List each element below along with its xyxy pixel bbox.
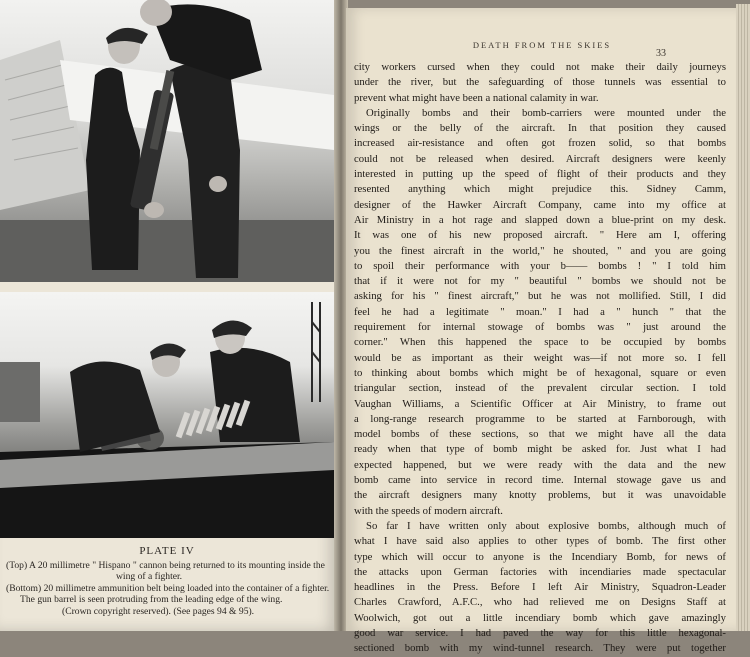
- photo-bottom-illustration: [0, 292, 334, 538]
- text-line: So far I have written only about explosive bombs, although much of: [366, 519, 726, 532]
- text-line: sectioned bomb with my wind-tunnel research. They were put together: [354, 642, 726, 655]
- text-line: you the finest aircraft in the world," he shouted, " and you are going: [354, 244, 726, 257]
- text-line: could not be released when desired. Aircraft designers were keenly: [354, 152, 726, 165]
- body-text: [354, 60, 726, 657]
- text-line: increased air-resistance and often got frozen solid, so that bombs: [354, 137, 726, 150]
- caption-line: (Top) A 20 millimetre " Hispano " cannon being returned to its mounting inside the: [6, 560, 325, 571]
- text-line: headlines in the Press. Before I left Air Ministry, Squadron-Leader: [354, 581, 726, 594]
- plate-caption: [6, 545, 328, 617]
- text-line: interested in putting up the speed of flight of their products and they: [354, 168, 726, 181]
- page-number: 33: [656, 48, 666, 59]
- text-line: under the river, but the safeguarding of those tunnels was essential to: [354, 76, 726, 89]
- text-line: to spoil their performance with your b—— bombs ! " I told him: [354, 259, 726, 272]
- text-line: resented anything which might prejudice this. Sidney Camm,: [354, 183, 726, 196]
- text-line: Charles Crawford, A.F.C., who had relieved me on Designs Staff at: [354, 596, 726, 609]
- text-line: Woolwich, got out a little incendiary bomb which gave amazingly: [354, 611, 726, 624]
- text-line: a long-range research programme to be started at Farnborough, with: [354, 412, 726, 425]
- text-line: Originally bombs and their bomb-carriers were mounted under the: [366, 106, 726, 119]
- text-line: good war service. I had paved the way for this little hexagonal-: [354, 626, 726, 639]
- text-line: It was one of his new proposed aircraft. " Here am I, offering: [354, 229, 726, 242]
- text-line: model bombs of these sections, so that we might have all the data: [354, 428, 726, 441]
- caption-line: wing of a fighter.: [116, 571, 183, 583]
- text-line: bomb came into service in record time. Internal stowage gave us and: [354, 474, 726, 487]
- text-line: the attacks upon German factories with incendiaries made spectacular: [354, 565, 726, 578]
- plate-title: PLATE IV: [139, 545, 195, 557]
- text-line: to thinking about bombs which might be of hexagonal, square or even: [354, 366, 726, 379]
- text-line: with the speeds of modern aircraft.: [354, 504, 503, 517]
- text-line: triangular section, instead of the prevalent circular section. I told: [354, 382, 726, 395]
- page-edges: [736, 4, 750, 631]
- running-head: DEATH FROM THE SKIES: [472, 40, 612, 50]
- text-line: what I have said also applies to other types of bomb. The first other: [354, 535, 726, 548]
- text-line: feel he had a legitimate " moan." I had a " hunch " that the: [354, 305, 726, 318]
- text-line: prevent what might have been a national calamity in war.: [354, 91, 599, 104]
- text-line: ready when that type of bomb might be asked for. Just what I had: [354, 443, 726, 456]
- text-line: would be as important as their weight was—if not more so. I fell: [354, 351, 726, 364]
- text-line: wings or the belly of the aircraft. In that position they caused: [354, 122, 726, 135]
- photo-separator: [0, 282, 334, 292]
- photo-top-illustration: [0, 0, 334, 282]
- text-line: corner." When this happened the space to be occupied by bombs: [354, 336, 726, 349]
- text-line: that if it were not for my " beautiful " bombs we should not be: [354, 275, 726, 288]
- text-line: expected happened, but we were ready with the data and the new: [354, 458, 726, 471]
- text-line: asking for his " finest aircraft," but he was not mollified. Still, I did: [354, 290, 726, 303]
- text-line: Air Ministry in a hot rage and slapped down a blue-print on my desk.: [354, 213, 726, 226]
- caption-line: (Crown copyright reserved). (See pages 94 & 95).: [62, 605, 255, 617]
- text-line: city workers cursed when they could not make their daily journeys: [354, 61, 726, 73]
- text-line: requirement for internal stowage of bombs was " just around the: [354, 321, 726, 334]
- caption-line: (Bottom) 20 millimetre ammunition belt being loaded into the container of a fighter.: [6, 582, 330, 594]
- caption-line: The gun barrel is seen protruding from the leading edge of the wing.: [20, 594, 283, 606]
- photo-ammunition-loading: [0, 292, 334, 538]
- photo-cannon-mounting: [0, 0, 334, 282]
- text-line: designer of the Hawker Aircraft Company, came into my office at: [354, 198, 726, 211]
- right-page: [346, 8, 738, 655]
- left-page: [0, 0, 340, 631]
- text-line: the aircraft designers many knotty problems, but it was unavoidable: [354, 489, 726, 502]
- text-line: type which will occur to anyone is the Incendiary Bomb, for news of: [354, 550, 726, 563]
- text-line: Vaughan Williams, a Scientific Officer at Air Ministry, to frame out: [354, 397, 726, 410]
